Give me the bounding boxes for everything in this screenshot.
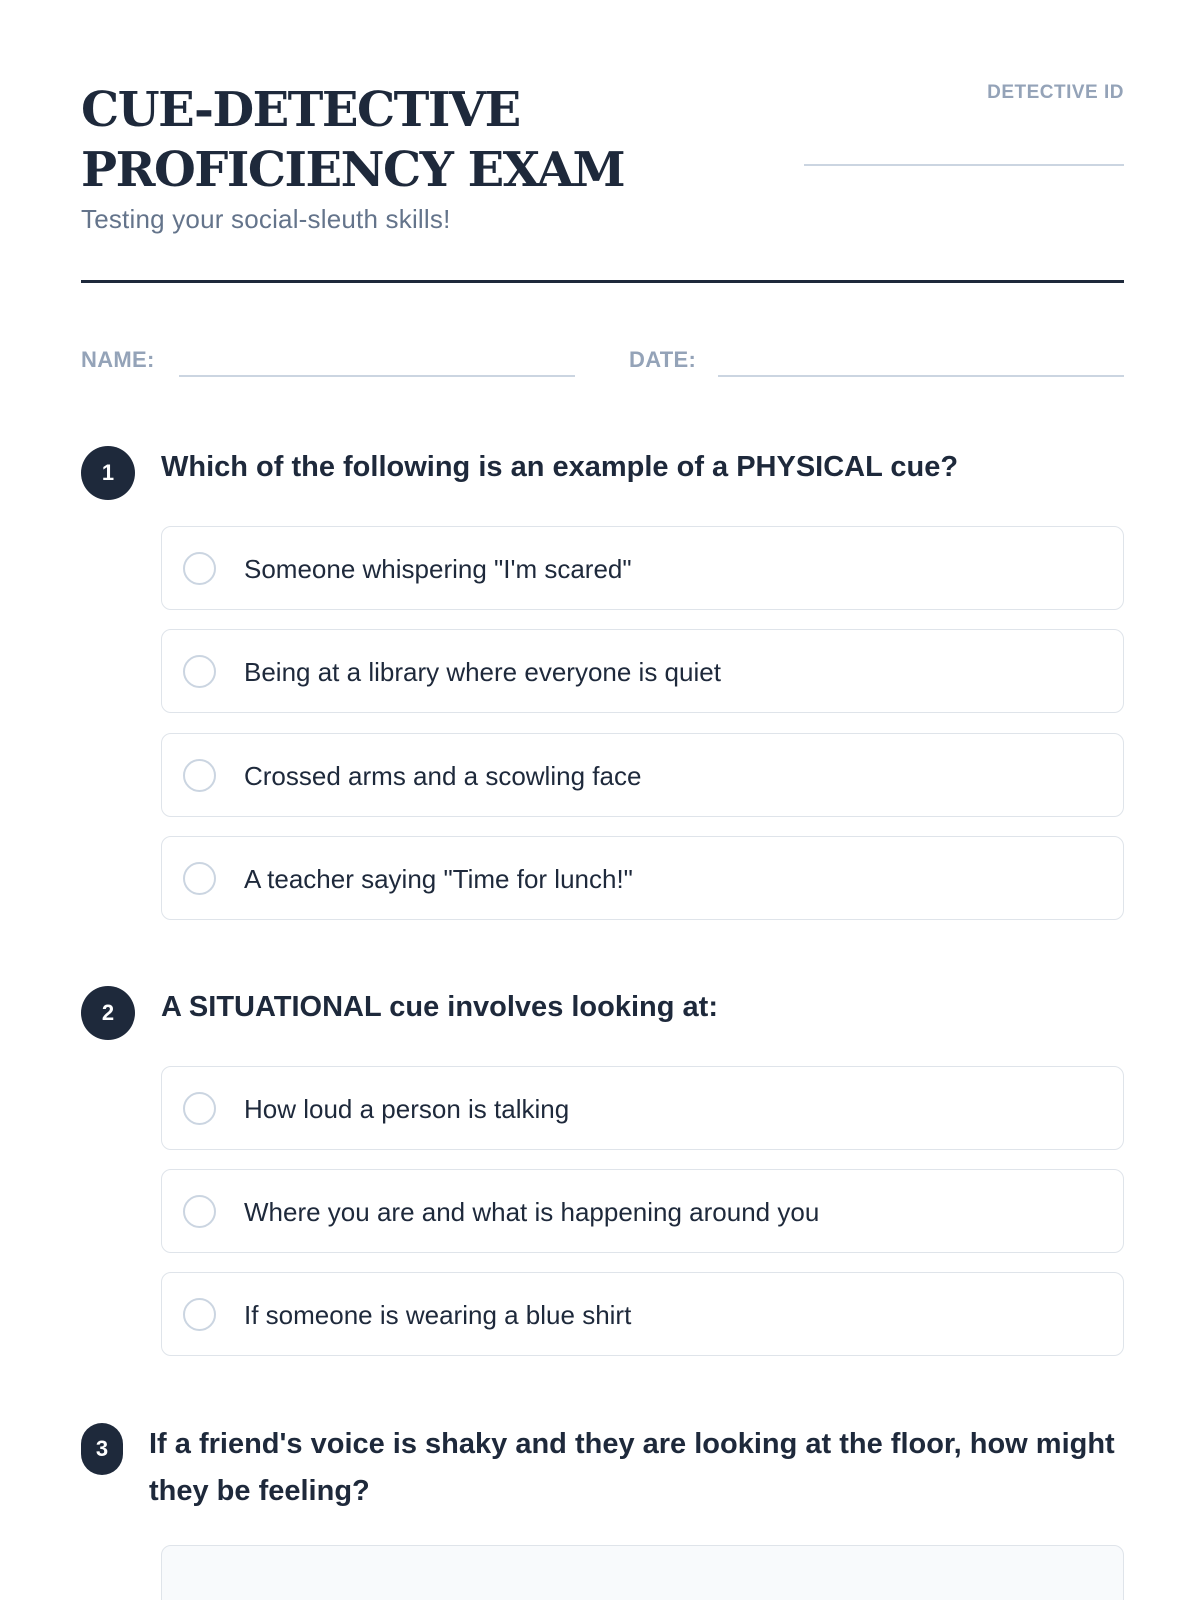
radio-button[interactable] [183, 655, 216, 688]
exam-title: CUE-DETECTIVE PROFICIENCY EXAM [81, 82, 625, 198]
name-field[interactable] [179, 375, 575, 377]
option-label: Where you are and what is happening around you [244, 1197, 820, 1227]
question-text: A SITUATIONAL cue involves looking at: [161, 991, 718, 1023]
detective-id-label: DETECTIVE ID [987, 82, 1124, 103]
option-label: A teacher saying "Time for lunch!" [244, 864, 633, 894]
detective-id-field[interactable] [804, 164, 1124, 166]
option-label: Crossed arms and a scowling face [244, 761, 642, 791]
written-answer-box[interactable] [161, 1545, 1124, 1600]
name-label: NAME: [81, 347, 155, 372]
exam-subtitle: Testing your social-sleuth skills! [81, 204, 451, 234]
question-number-badge: 3 [81, 1423, 123, 1475]
question-text: If a friend's voice is shaky and they are looking at the floor, how might they be feeling? [149, 1428, 1115, 1507]
radio-button[interactable] [183, 862, 216, 895]
option-label: How loud a person is talking [244, 1094, 570, 1124]
answer-option[interactable] [161, 526, 1124, 610]
answer-option[interactable] [161, 733, 1124, 817]
date-field[interactable] [718, 375, 1124, 377]
question-number-badge: 1 [81, 446, 135, 500]
radio-button[interactable] [183, 1298, 216, 1331]
answer-option[interactable] [161, 1169, 1124, 1253]
option-label: If someone is wearing a blue shirt [244, 1300, 632, 1330]
radio-button[interactable] [183, 552, 216, 585]
radio-button[interactable] [183, 1092, 216, 1125]
radio-button[interactable] [183, 759, 216, 792]
answer-option[interactable] [161, 836, 1124, 920]
exam-header [81, 0, 1124, 283]
radio-button[interactable] [183, 1195, 216, 1228]
option-label: Being at a library where everyone is quiet [244, 657, 721, 687]
option-label: Someone whispering "I'm scared" [244, 554, 632, 584]
question-text: Which of the following is an example of a PHYSICAL cue? [161, 451, 959, 483]
question-number-badge: 2 [81, 986, 135, 1040]
date-label: DATE: [629, 347, 697, 372]
answer-option[interactable] [161, 629, 1124, 713]
student-info-row [81, 340, 1124, 380]
answer-option[interactable] [161, 1066, 1124, 1150]
answer-option[interactable] [161, 1272, 1124, 1356]
exam-page [81, 0, 1124, 1600]
